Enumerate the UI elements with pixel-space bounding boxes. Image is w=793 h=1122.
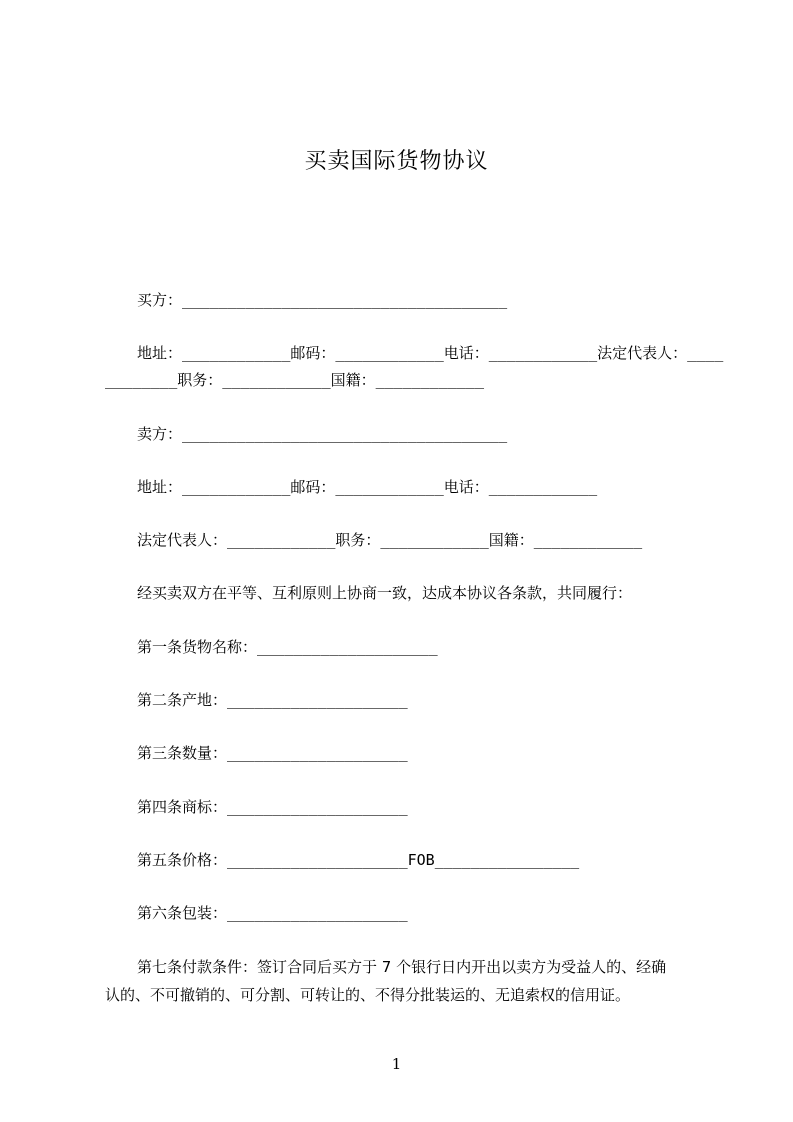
article-7-line-2: 认的、不可撤销的、可分割、可转让的、不得分批装运的、无追索权的信用证。 <box>105 986 631 1004</box>
document-title: 买卖国际货物协议 <box>304 149 489 174</box>
page-number: 1 <box>391 1055 402 1073</box>
article-5: 第五条价格：____________________FOB________________ <box>137 851 580 869</box>
seller-contact-line: 地址：____________邮码：____________电话：____________ <box>137 478 598 496</box>
seller-rep-line: 法定代表人：____________职务：____________国籍：____________ <box>137 531 643 549</box>
article-3: 第三条数量：____________________ <box>137 744 408 762</box>
buyer-line: 买方：____________________________________ <box>137 291 508 309</box>
article-2: 第二条产地：____________________ <box>137 691 408 709</box>
article-7-line-1: 第七条付款条件：签订合同后买方于 7 个银行日内开出以卖方为受益人的、经确 <box>137 958 667 976</box>
preamble: 经买卖双方在平等、互利原则上协商一致，达成本协议各条款，共同履行： <box>137 584 633 602</box>
article-1: 第一条货物名称：____________________ <box>137 638 438 656</box>
buyer-contact-line-1: 地址：____________邮码：____________电话：____________法定代表人：____ <box>137 344 724 362</box>
article-4: 第四条商标：____________________ <box>137 798 408 816</box>
seller-line: 卖方：____________________________________ <box>137 425 508 443</box>
buyer-contact-line-2: ________职务：____________国籍：____________ <box>105 371 484 389</box>
article-6: 第六条包装：____________________ <box>137 904 408 922</box>
